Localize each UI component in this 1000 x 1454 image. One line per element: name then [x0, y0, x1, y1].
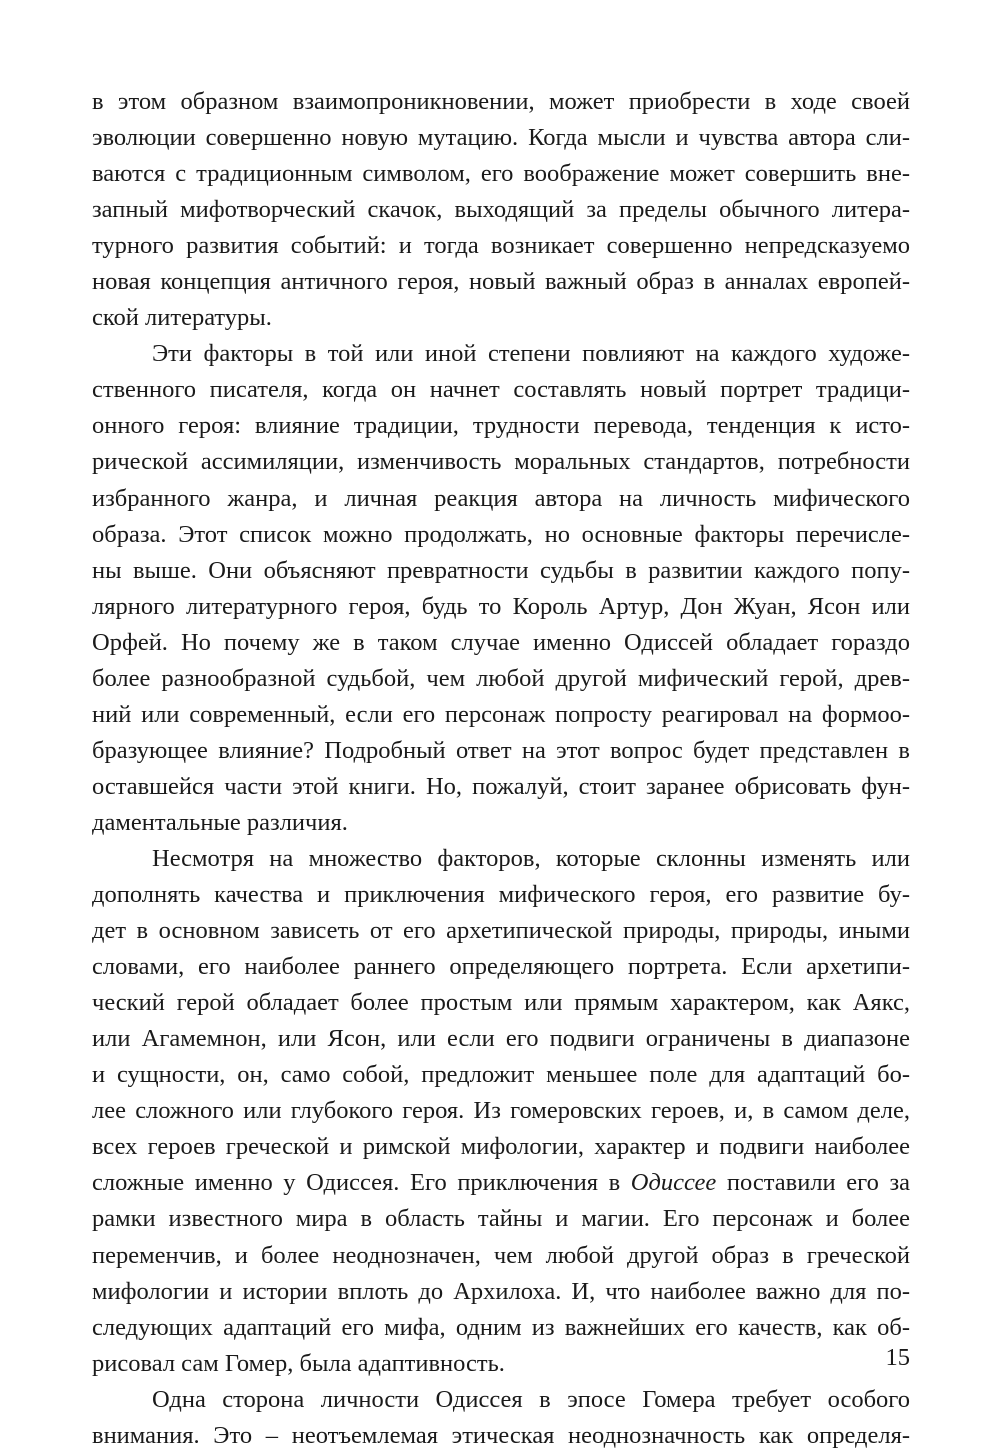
text-line: рической ассимиляции, изменчивость моральных стандартов, потребности [92, 448, 910, 476]
paragraph-first-line: Эти факторы в той или иной степени повлияют на каждого художе- [152, 340, 910, 368]
text-line: дет в основном зависеть от его архетипической природы, природы, иными [92, 917, 910, 945]
text-line: новая концепция античного героя, новый важный образ в анналах европей- [92, 268, 910, 296]
page-body [92, 84, 910, 1454]
text-line: избранного жанра, и личная реакция автора на личность мифического [92, 484, 910, 512]
page-number: 15 [885, 1344, 910, 1371]
text-line: образа. Этот список можно продолжать, но основные факторы перечисле- [92, 520, 910, 548]
text-line: в этом образном взаимопроникновении, может приобрести в ходе своей [92, 88, 910, 115]
text-line: рисовал сам Гомер, была адаптивность. [92, 1349, 505, 1377]
text-line: Орфей. Но почему же в таком случае именно Одиссей обладает гораздо [92, 628, 910, 656]
paragraph-first-line: Несмотря на множество факторов, которые склонны изменять или [152, 844, 910, 872]
text-line: турного развития событий: и тогда возникает совершенно непредсказуемо [92, 232, 910, 260]
text-line: даментальные различия. [92, 808, 348, 836]
text-line: дополнять качества и приключения мифического героя, его развитие бу- [92, 881, 910, 909]
paragraph-first-line: Одна сторона личности Одиссея в эпосе Гомера требует особого [152, 1385, 910, 1413]
text-line: словами, его наиболее раннего определяющего портрета. Если архетипи- [92, 953, 910, 981]
text-line: более разнообразной судьбой, чем любой другой мифический герой, древ- [92, 664, 910, 692]
text-line: рамки известного мира в область тайны и магии. Его персонаж и более [92, 1205, 910, 1233]
text-line: ваются с традиционным символом, его воображение может совершить вне- [92, 160, 910, 188]
text-line: ской литературы. [92, 304, 272, 332]
text-line: и сущности, он, само собой, предложит меньшее поле для адаптаций бо- [92, 1061, 910, 1089]
text-line: всех героев греческой и римской мифологии, характер и подвиги наиболее [92, 1133, 910, 1161]
text-line: ственного писателя, когда он начнет составлять новый портрет традици- [92, 376, 910, 404]
text-line: ческий герой обладает более простым или прямым характером, как Аякс, [92, 989, 910, 1017]
text-line: следующих адаптаций его мифа, одним из важнейших его качеств, как об- [92, 1313, 910, 1341]
text-line: онного героя: влияние традиции, трудности перевода, тенденция к исто- [92, 412, 910, 440]
text-line: бразующее влияние? Подробный ответ на этот вопрос будет представлен в [92, 736, 910, 764]
text-segment: поставили его за [716, 1169, 910, 1197]
text-line: или Агамемнон, или Ясон, или если его подвиги ограничены в диапазоне [92, 1025, 910, 1053]
text-line: оставшейся части этой книги. Но, пожалуй, стоит заранее обрисовать фун- [92, 772, 910, 800]
text-line: эволюции совершенно новую мутацию. Когда мысли и чувства автора сли- [92, 124, 910, 152]
text-line: запный мифотворческий скачок, выходящий за пределы обычного литера- [92, 196, 910, 224]
text-line: лее сложного или глубокого героя. Из гомеровских героев, и, в самом деле, [92, 1097, 910, 1125]
italic-book-title: Одиссее [630, 1169, 717, 1197]
text-line: ний или современный, если его персонаж попросту реагировал на формоо- [92, 700, 910, 728]
text-line: внимания. Это – неотъемлемая этическая неоднозначность как определя- [92, 1421, 910, 1449]
text-line-with-italic [92, 1165, 910, 1201]
text-line: лярного литературного героя, будь то Король Артур, Дон Жуан, Ясон или [92, 592, 910, 620]
text-line: мифологии и истории вплоть до Архилоха. И, что наиболее важно для по- [92, 1277, 910, 1305]
text-segment: сложные именно у Одиссея. Его приключения в [92, 1169, 631, 1197]
text-line: ны выше. Они объясняют превратности судьбы в развитии каждого попу- [92, 556, 910, 584]
text-line: переменчив, и более неоднозначен, чем любой другой образ в греческой [92, 1241, 910, 1269]
